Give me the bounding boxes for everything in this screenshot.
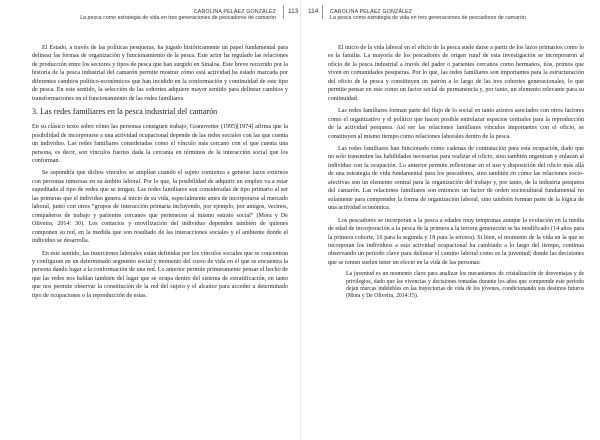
right-page (308, 0, 594, 440)
running-header (330, 9, 592, 22)
paragraph: Los pescadores se incorporan a la pesca a edades muy tempranas aunque la evolución en la media de edad de incorporación a la pesca de la primera a la tercera generación se ha modificado (14 años para la primera cohorte, 16 para la segunda y 18 para la tercera). Si bien, el momento de la vida en la que se incorporan los individuos a esta actividad ocupacional ha cambiado a lo largo del tiempo, continua observando un periodo clave para delinear el camino laboral como es la juventud; donde las decisiones que se tomen suelen tener un efecto en la vida de las personas: (328, 217, 584, 266)
section-heading: 3. Las redes familiares en la pesca industrial del camarón (32, 107, 218, 117)
header-title: La pesca como estrategia de vida en tres generaciones de pescadores de camarón (330, 15, 526, 22)
header-author: CAROLINA PELÁEZ GONZÁLEZ (193, 9, 276, 15)
page-number: 113 (283, 5, 298, 19)
paragraph: Se supondría que dichos vínculos se amplían cuando el sujeto comienza a generar lazos externos con personas inmersas en su ámbito laboral. Por lo que, la posibilidad de adquirir un empleo va a estar supeditada al tipo de redes que se tengan. Las redes familiares son consideradas de tipo primario al ser las primeras que el individuo genera al inicio de su vida, especialmente antes de incorporarse al mercado laboral, junto con otros “grupos de interacción primaria incluyendo, por ejemplo, por amigos, vecinos, compañeros de trabajo y parientes cercanos que pertenecen al mismo estrato social” (Mora y De Oliveira, 2014: 30). Los contactos y movilización del individuo dependen también de quienes componen su red, en la medida que son resultado de las interacciones sociales y el ambiente donde el individuo se desarrolla. (32, 170, 288, 245)
paragraph: El Estado, a través de las políticas pesqueras, ha jugado históricamente un papel fundamental para delinear las formas de organización y funcionamiento de la pesca. Este actor ha regulado las relaciones de producción entre los sectores y tipos de pesca que han surgido en Sinaloa. Este breve recorrido por la historia de la pesca industrial del camarón permite mostrar cómo está actividad ha estado marcada por diferentes cambios político-económicos que han incidido en la conformación y continuidad de este tipo de pesca. En este sentido, la selección de las cohortes adquiere mayor sentido para delinear cambios y transformaciones en el funcionamiento de las redes familiares. (32, 45, 288, 102)
block-quote: La juventud es un momento clave para analizar los mecanismos de cristalización de desventajas y de privilegios, dado que las vivencias y decisiones tomadas durante los años que comprende este período dejan marcas indelebles en las trayectorias de vida de los jóvenes, condicionando sus destinos futuros (Mora y De Oliveira, 2014:15). (346, 271, 584, 300)
left-page (6, 0, 299, 440)
paragraph: Las redes familiares forman parte del flujo de lo social en tanto actores asociados con otros factores como el organizativo y el político que hacen posible entrelazar espacios centrales para la reproducción de la actividad pesquera. Así ser las relaciones familiares vínculos importantes con el oficio, se constituyen al mismo tiempo como relaciones laborales dentro de la pesca. (328, 108, 584, 140)
paragraph: En su clásico texto sobre cómo las personas consiguen trabajo, Granovetter (1995)[1974] afirma que la posibilidad de incorporarse a una actividad ocupacional depende de las redes sociales con las que cuenta un individuo. Las redes familiares consideradas como el vínculo más cercano con el que cuenta una persona, es decir, son vínculos fuertes dada la cercanía en términos de la interacción social que los conforman. (32, 124, 288, 164)
header-author: CAROLINA PELÁEZ GONZÁLEZ (330, 9, 413, 15)
page-number: 114 (308, 5, 323, 19)
paragraph: En este sentido, las inserciones laborales están definidas por los vínculos sociales que se concentran y configuran en un determinado segmento social y momento del curso de vida en el que se encuentra la persona dando lugar a la conformación de una red. Lo anterior permite primeramente pensar el hecho de que las redes nos hablan también del lugar que se ocupa dentro del sistema de estratificación, en tanto que nos permite observar la constitución de la red del sujeto y el alcance para acceder a determinado tipo de ocupaciones o la reproducción de estas. (32, 250, 288, 299)
paragraph: Las redes familiares han funcionado como cadenas de contratación para esta ocupación, dado que no solo transmiten las habilidades necesarias para realizar el oficio, sino también organizan y enlazan al individuo con la ocupación. Lo anterior permite reflexionar en el uso y disposición del oficio más allá de una estrategia de vida fundamental para los pescadores, sino también en cómo las relaciones socio-afectivas son un elemento central para la organización del trabajo y, por tanto, de la industria pesquera del camarón. Las relaciones familiares son entonces un factor de orden sociocultural fundamental no solamente para comprender la forma de organización laboral, sino también forman parte de la lógica de una actividad económica. (328, 145, 584, 212)
page-gutter (300, 0, 301, 440)
body-text (328, 44, 584, 301)
body-text (32, 44, 288, 304)
header-title: La pesca como estrategia de vida en tres generaciones de pescadores de camarón (80, 15, 276, 22)
running-header (6, 9, 276, 22)
paragraph: El inicio de la vida laboral en el oficio de la pesca suele darse a partir de los lazos primarios como lo es la familia. La mayoría de los pescadores de origen rural de esta investigación se incorporaron al oficio de la pesca industrial a través del padre o parientes cercanos como hermanos, tíos, primos que viven en comunidades pesqueras. Por lo que, las redes familiares son importantes para la estructuración del oficio de la pesca y constituyen un patrón a lo largo de las tres cohortes generacionales, lo que permite pensar en este como un factor social de permanencia y, por tanto, un elemento relevante para su continuidad. (328, 45, 584, 102)
